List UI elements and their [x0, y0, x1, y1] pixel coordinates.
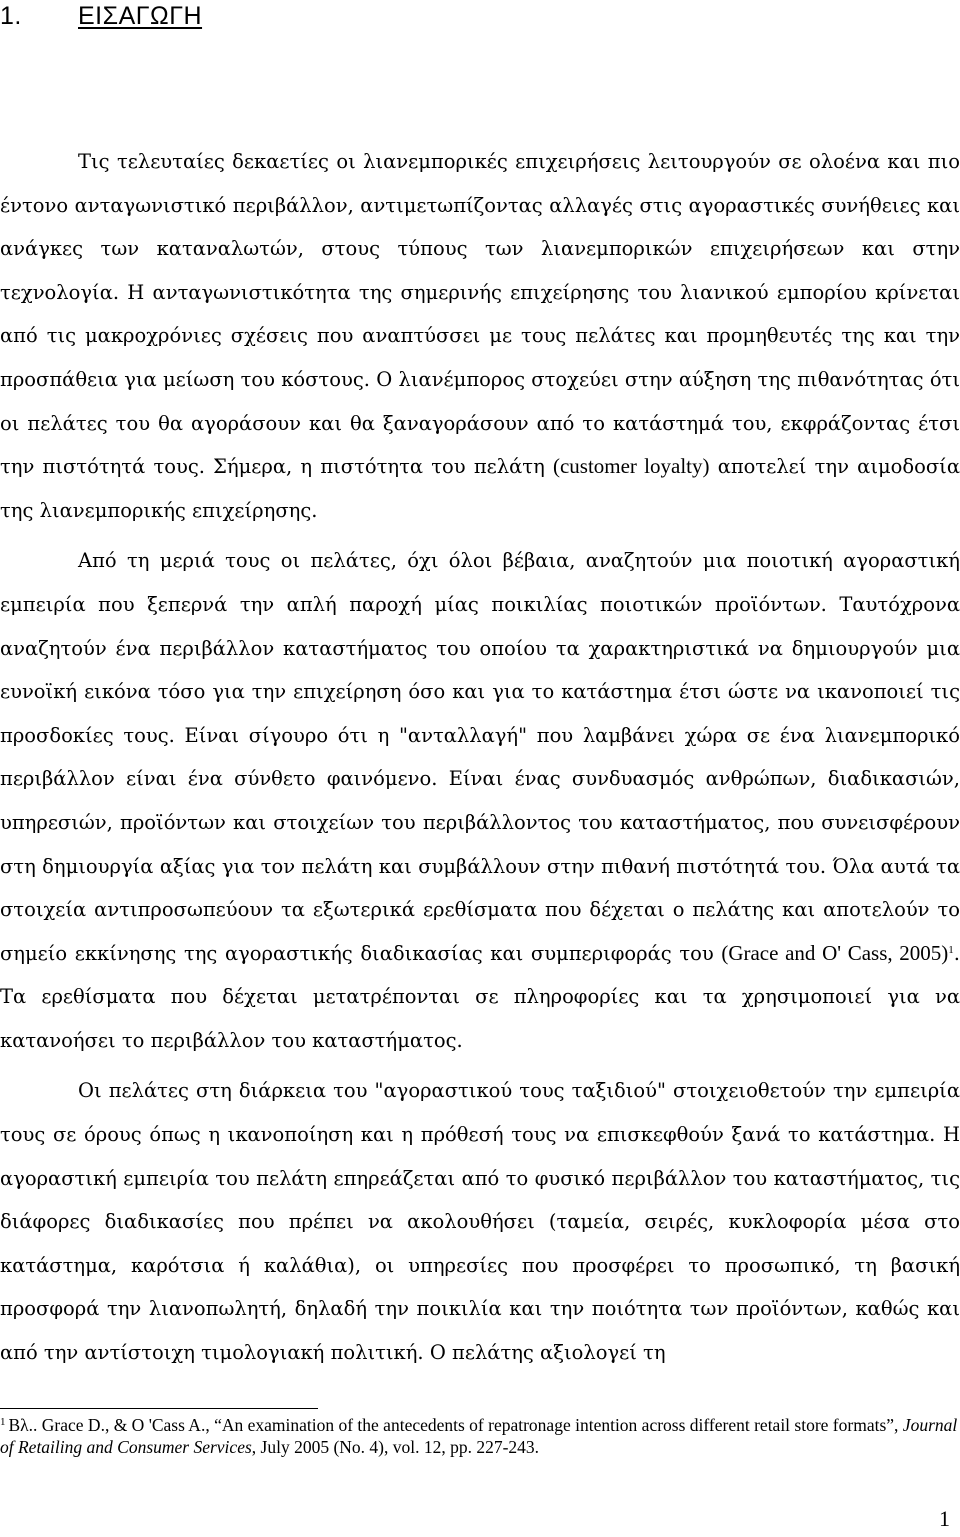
section-number: 1. — [0, 2, 22, 30]
citation: (Grace and O' Cass, 2005) — [721, 940, 949, 965]
footnote-journal: Journal of Retailing and Consumer Services — [0, 1415, 958, 1457]
footnote-tail: , July 2005 (No. 4), vol. 12, pp. 227-243. — [251, 1437, 540, 1457]
paragraph-2-end: . Τα ερεθίσματα που δέχεται μετατρέπονται σε πληροφορίες και τα χρησιμοποιεί για να κατανοήσει το περιβάλλον του καταστήματος. — [0, 941, 960, 1052]
paragraph-3-text: Οι πελάτες στη διάρκεια του "αγοραστικού τους ταξιδιού" στοιχειοθετούν την εμπειρία τους σε όρους όπως η ικανοποίηση και η πρόθεσή τους να επισκεφθούν ξανά το κατάστημα. Η αγοραστική εμπειρία του πελάτη επηρεάζεται από το φυσικό περιβάλλον του καταστήματος, τις διάφορες διαδικασίες που πρέπει να ακολουθήσει (ταμεία, σειρές, κυκλοφορία μέσα στο κατάστημα, καρότσια ή καλάθια), οι υπηρεσίες που προσφέρει το προσωπικό, τη βασική προσφορά την λιανοπωλητή, δηλαδή την ποικιλία και την ποιότητα των προϊόντων, καθώς και από την αντίστοιχη τιμολογιακή πολιτική. Ο πελάτης αξιολογεί τη — [0, 1079, 960, 1365]
footnote-lead: Βλ.. Grace D., & O 'Cass A., “An examination of the antecedents of repatronage intention across different retail store formats”, — [8, 1415, 899, 1435]
footnote-separator — [0, 1408, 318, 1409]
customer-loyalty-term: (customer loyalty) — [552, 454, 710, 479]
paragraph-1 — [0, 140, 960, 532]
paragraph-2 — [0, 539, 960, 1062]
body-text — [0, 140, 960, 1375]
paragraph-1-end: αποτελεί την αιμοδοσία της λιανεμπορικής επιχείρησης. — [0, 455, 960, 522]
footnote-number: 1 — [0, 1416, 6, 1428]
page-number: 1 — [939, 1506, 950, 1531]
footnote — [0, 1414, 960, 1458]
section-title: ΕΙΣΑΓΩΓΗ — [78, 2, 203, 30]
footnote-reference[interactable]: 1 — [948, 943, 954, 956]
paragraph-1-text: Τις τελευταίες δεκαετίες οι λιανεμπορικές επιχειρήσεις λειτουργούν σε ολοένα και πιο έντονο ανταγωνιστικό περιβάλλον, αντιμετωπίζοντας αλλαγές στις αγοραστικές συνήθειες και ανάγκες των καταναλωτών, στους τύπους των λιανεμπορικών επιχειρήσεων και στην τεχνολογία. Η ανταγωνιστικότητα της σημερινής επιχείρησης του λιανικού εμπορίου κρίνεται από τις μακροχρόνιες σχέσεις που αναπτύσσει με τους πελάτες και προμηθευτές της και την προσπάθεια για μείωση του κόστους. Ο λιανέμπορος στοχεύει στην αύξηση της πιθανότητας ότι οι πελάτες του θα αγοράσουν και θα ξαναγοράσουν από το κατάστημά του, εκφράζοντας έτσι την πιστότητά τους. Σήμερα, η πιστότητα του πελάτη — [0, 150, 960, 479]
paragraph-2-text: Από τη μεριά τους οι πελάτες, όχι όλοι βέβαια, αναζητούν μια ποιοτική αγοραστική εμπειρία που ξεπερνά την απλή παροχή μίας ποικιλίας ποιοτικών προϊόντων. Ταυτόχρονα αναζητούν ένα περιβάλλον καταστήματος του οποίου τα χαρακτηριστικά να δημιουργούν μια ευνοϊκή εικόνα τόσο για την επιχείρηση όσο και για το κατάστημα έτσι ώστε να ικανοποιεί τις προσδοκίες τους. Είναι σίγουρο ότι η "ανταλλαγή" που λαμβάνει χώρα σε ένα λιανεμπορικό περιβάλλον είναι ένα σύνθετο φαινόμενο. Είναι ένας συνδυασμός ανθρώπων, διαδικασιών, υπηρεσιών, προϊόντων και στοιχείων του περιβάλλοντος του καταστήματος, που συνεισφέρουν στη δημιουργία αξίας για τον πελάτη και συμβάλλουν στην πιθανή πιστότητά του. Όλα αυτά τα στοιχεία αντιπροσωπεύουν τα εξωτερικά ερεθίσματα που δέχεται ο πελάτης και αποτελούν το σημείο εκκίνησης της αγοραστικής διαδικασίας και συμπεριφοράς του — [0, 549, 960, 965]
paragraph-3 — [0, 1069, 960, 1374]
section-heading — [0, 0, 202, 38]
